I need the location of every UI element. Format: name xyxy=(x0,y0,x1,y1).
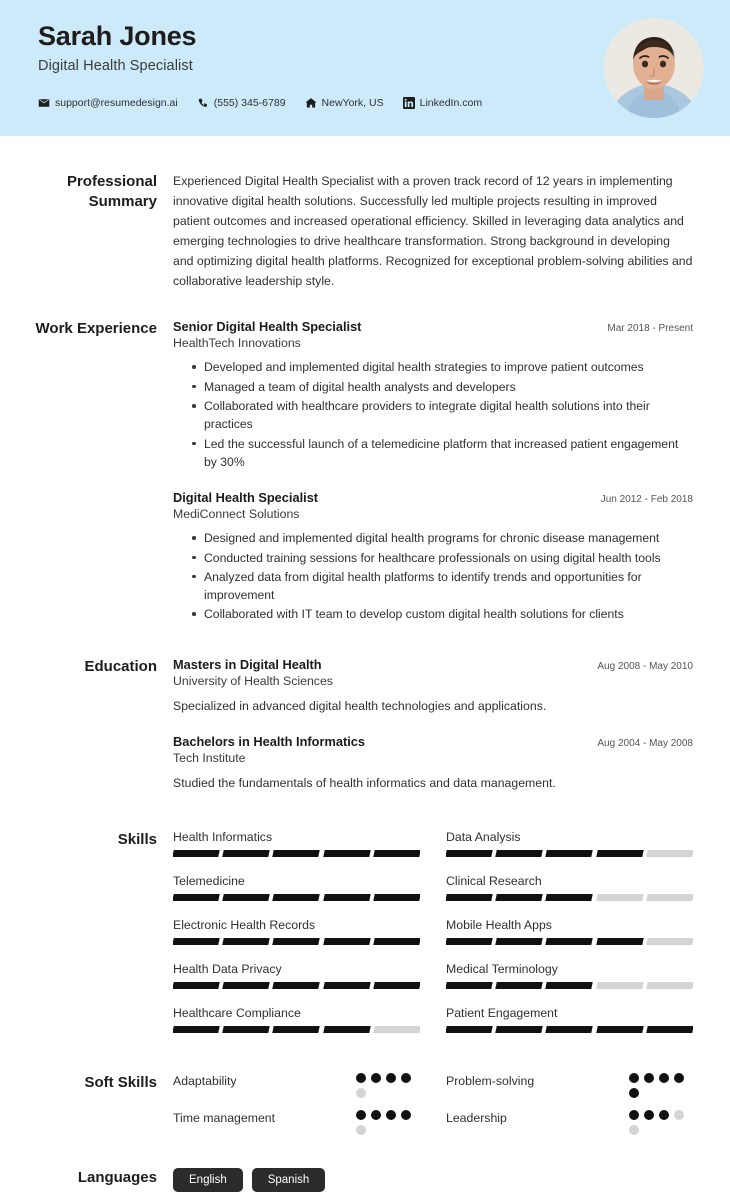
skill-level-segment xyxy=(173,938,220,945)
skill-level-segment xyxy=(446,894,493,901)
skill-name: Clinical Research xyxy=(446,873,542,888)
skill-level-segment xyxy=(596,938,644,945)
skill-level-segment xyxy=(273,894,321,901)
list-item: Conducted training sessions for healthcare professionals on using digital health tools xyxy=(192,549,693,567)
language-pill: Spanish xyxy=(252,1168,326,1192)
skill-level-segment xyxy=(373,850,420,857)
skill-name: Health Data Privacy xyxy=(173,961,282,976)
skill-level-segment xyxy=(596,982,644,989)
education-date: Aug 2004 - May 2008 xyxy=(597,738,693,750)
skill-name: Data Analysis xyxy=(446,829,521,844)
rating-dot xyxy=(386,1110,396,1120)
skill-level-segment xyxy=(273,1026,321,1033)
skill-level-segment xyxy=(446,938,493,945)
skill-level-segment xyxy=(222,1026,270,1033)
section-label-education: Education xyxy=(84,657,157,675)
list-item: Collaborated with healthcare providers to integrate digital health solutions into their practices xyxy=(192,397,693,434)
skill-level-bar xyxy=(446,894,693,901)
education-school: Tech Institute xyxy=(173,751,246,766)
rating-dot xyxy=(659,1110,669,1120)
skill-level-bar xyxy=(446,982,693,989)
soft-skill-item xyxy=(446,1073,693,1098)
rating-dot xyxy=(644,1073,654,1083)
skill-level-segment xyxy=(222,894,270,901)
skill-level-segment xyxy=(273,850,321,857)
skills-grid xyxy=(173,830,693,1033)
skill-level-segment xyxy=(646,1026,693,1033)
section-label-summary: Professional Summary xyxy=(66,173,157,210)
contact-location[interactable] xyxy=(305,97,384,109)
skill-level-segment xyxy=(495,938,543,945)
rating-dot xyxy=(674,1110,684,1120)
skill-level-segment xyxy=(173,894,220,901)
contact-email-label: support@resumedesign.ai xyxy=(55,97,178,109)
education-school: University of Health Sciences xyxy=(173,673,333,688)
skill-name: Electronic Health Records xyxy=(173,917,316,932)
soft-skill-name: Time management xyxy=(173,1110,276,1125)
education-description: Studied the fundamentals of health informatics and data management. xyxy=(173,776,556,791)
soft-skill-name: Adaptability xyxy=(173,1073,237,1088)
rating-dot xyxy=(371,1073,381,1083)
rating-dot xyxy=(356,1088,366,1098)
skill-level-bar xyxy=(173,894,420,901)
skill-level-segment xyxy=(222,938,270,945)
section-label-soft-skills: Soft Skills xyxy=(84,1073,157,1091)
skill-level-segment xyxy=(323,982,371,989)
skill-level-bar xyxy=(446,850,693,857)
education-entry-head xyxy=(173,734,693,749)
experience-entry-head xyxy=(173,319,693,334)
skill-level-segment xyxy=(173,982,220,989)
rating-dot xyxy=(629,1088,639,1098)
skill-level-bar xyxy=(446,938,693,945)
education-date: Aug 2008 - May 2010 xyxy=(597,660,693,672)
rating-dot xyxy=(386,1073,396,1083)
skill-item xyxy=(446,874,693,901)
experience-job-title: Senior Digital Health Specialist xyxy=(173,319,362,335)
rating-dot xyxy=(401,1110,411,1120)
skill-item xyxy=(446,830,693,857)
contact-location-label: NewYork, US xyxy=(321,97,384,109)
skill-level-segment xyxy=(546,1026,594,1033)
section-languages xyxy=(0,1168,693,1192)
soft-skill-name: Leadership xyxy=(446,1110,507,1125)
skill-level-bar xyxy=(173,850,420,857)
rating-dot xyxy=(629,1125,639,1135)
rating-dot xyxy=(356,1110,366,1120)
skill-level-segment xyxy=(446,982,493,989)
skill-item xyxy=(446,1006,693,1033)
soft-skill-rating xyxy=(356,1110,420,1135)
skill-name: Mobile Health Apps xyxy=(446,917,552,932)
section-work-experience xyxy=(0,319,693,624)
experience-bullets xyxy=(173,358,693,471)
skill-level-segment xyxy=(222,850,270,857)
contact-row xyxy=(38,97,482,109)
section-professional-summary xyxy=(0,172,693,291)
education-entry xyxy=(173,734,693,792)
education-description: Specialized in advanced digital health technologies and applications. xyxy=(173,698,547,713)
skill-level-segment xyxy=(546,982,594,989)
skill-level-segment xyxy=(446,850,493,857)
skill-item xyxy=(173,1006,420,1033)
skill-level-segment xyxy=(323,850,371,857)
contact-phone[interactable] xyxy=(197,97,286,109)
rating-dot xyxy=(674,1073,684,1083)
skill-item xyxy=(173,830,420,857)
rating-dot xyxy=(644,1110,654,1120)
resume-body xyxy=(0,172,730,1192)
resume-header xyxy=(0,0,730,136)
soft-skill-item xyxy=(446,1110,693,1135)
rating-dot xyxy=(356,1073,366,1083)
rating-dot xyxy=(371,1110,381,1120)
rating-dot xyxy=(401,1073,411,1083)
experience-bullets xyxy=(173,529,693,623)
soft-skill-item xyxy=(173,1073,420,1098)
skill-level-segment xyxy=(446,1026,493,1033)
experience-date: Jun 2012 - Feb 2018 xyxy=(600,494,693,506)
experience-entry xyxy=(173,319,693,471)
skill-level-segment xyxy=(173,850,220,857)
skill-level-segment xyxy=(495,1026,543,1033)
skill-level-segment xyxy=(173,1026,220,1033)
skill-level-bar xyxy=(173,982,420,989)
contact-linkedin[interactable] xyxy=(403,97,482,109)
home-icon xyxy=(305,97,317,109)
languages-row xyxy=(173,1168,693,1192)
skill-level-segment xyxy=(273,982,321,989)
skill-level-bar xyxy=(173,938,420,945)
envelope-icon xyxy=(38,97,50,109)
soft-skill-rating xyxy=(356,1073,420,1098)
education-entry-head xyxy=(173,657,693,672)
contact-email[interactable] xyxy=(38,97,178,109)
skill-level-segment xyxy=(646,938,693,945)
avatar-photo xyxy=(604,18,704,118)
skill-name: Healthcare Compliance xyxy=(173,1005,301,1020)
skill-level-bar xyxy=(446,1026,693,1033)
skill-level-bar xyxy=(173,1026,420,1033)
education-entry xyxy=(173,657,693,715)
skill-level-segment xyxy=(323,1026,371,1033)
skills-body xyxy=(157,830,693,1033)
experience-company: HealthTech Innovations xyxy=(173,336,301,351)
skill-level-segment xyxy=(646,894,693,901)
experience-body xyxy=(157,319,693,624)
experience-company: MediConnect Solutions xyxy=(173,507,300,522)
skill-level-segment xyxy=(646,850,693,857)
page-title: Sarah Jones xyxy=(38,21,197,51)
skill-level-segment xyxy=(273,938,321,945)
list-item: Developed and implemented digital health strategies to improve patient outcomes xyxy=(192,358,693,376)
section-skills xyxy=(0,830,693,1033)
skill-name: Health Informatics xyxy=(173,829,273,844)
rating-dot xyxy=(659,1073,669,1083)
list-item: Analyzed data from digital health platforms to identify trends and opportunities for improvement xyxy=(192,568,693,605)
skill-name: Medical Terminology xyxy=(446,961,558,976)
summary-body xyxy=(157,172,693,291)
skill-level-segment xyxy=(495,894,543,901)
contact-phone-label: (555) 345-6789 xyxy=(213,97,286,109)
skill-name: Telemedicine xyxy=(173,873,245,888)
skill-item xyxy=(446,918,693,945)
skill-level-segment xyxy=(646,982,693,989)
phone-icon xyxy=(197,97,209,109)
rating-dot xyxy=(629,1073,639,1083)
skill-level-segment xyxy=(495,850,543,857)
soft-skill-item xyxy=(173,1110,420,1135)
skill-level-segment xyxy=(323,938,371,945)
contact-linkedin-label: LinkedIn.com xyxy=(419,97,483,109)
section-soft-skills xyxy=(0,1073,693,1135)
skill-level-segment xyxy=(546,850,594,857)
skill-name: Patient Engagement xyxy=(446,1005,558,1020)
skill-level-segment xyxy=(373,982,420,989)
experience-entry xyxy=(173,490,693,623)
skill-level-segment xyxy=(373,938,420,945)
skill-item xyxy=(173,918,420,945)
section-label-experience: Work Experience xyxy=(35,320,157,338)
education-body xyxy=(157,657,693,793)
experience-entry-head xyxy=(173,490,693,505)
section-education xyxy=(0,657,693,793)
soft-skill-rating xyxy=(629,1073,693,1098)
summary-text: Experienced Digital Health Specialist with a proven track record of 12 years in implementing innovative digital health solutions. Successfully led multiple projects resulting in improved patient outcomes and increased operational efficiency. Skilled in leveraging data analytics and emerging technologies to drive healthcare transformation. Strong background in developing and optimizing digital health platforms. Recognized for exceptional problem-solving abilities and collaborative leadership style. xyxy=(173,174,693,288)
skill-level-segment xyxy=(495,982,543,989)
skill-level-segment xyxy=(373,1026,420,1033)
soft-skills-body xyxy=(157,1073,693,1135)
experience-job-title: Digital Health Specialist xyxy=(173,490,319,506)
soft-skill-rating xyxy=(629,1110,693,1135)
list-item: Managed a team of digital health analysts and developers xyxy=(192,378,693,396)
skill-level-segment xyxy=(546,938,594,945)
language-pill: English xyxy=(173,1168,243,1192)
list-item: Collaborated with IT team to develop custom digital health solutions for clients xyxy=(192,605,693,623)
skill-level-segment xyxy=(222,982,270,989)
job-title: Digital Health Specialist xyxy=(38,58,193,75)
skill-item xyxy=(173,962,420,989)
skill-level-segment xyxy=(596,1026,644,1033)
skill-level-segment xyxy=(596,894,644,901)
skill-level-segment xyxy=(323,894,371,901)
skill-item xyxy=(446,962,693,989)
rating-dot xyxy=(356,1125,366,1135)
linkedin-icon xyxy=(403,97,415,109)
skill-level-segment xyxy=(546,894,594,901)
skill-item xyxy=(173,874,420,901)
list-item: Led the successful launch of a telemedicine platform that increased patient engagement by 30% xyxy=(192,435,693,472)
soft-skills-grid xyxy=(173,1073,693,1135)
skill-level-segment xyxy=(373,894,420,901)
experience-date: Mar 2018 - Present xyxy=(607,323,693,335)
skill-level-segment xyxy=(596,850,644,857)
soft-skill-name: Problem-solving xyxy=(446,1073,535,1088)
list-item: Designed and implemented digital health programs for chronic disease management xyxy=(192,529,693,547)
avatar xyxy=(604,18,704,118)
section-label-skills: Skills xyxy=(117,830,157,848)
education-degree: Masters in Digital Health xyxy=(173,656,322,672)
rating-dot xyxy=(629,1110,639,1120)
section-label-languages: Languages xyxy=(77,1168,157,1186)
education-degree: Bachelors in Health Informatics xyxy=(173,734,366,750)
languages-body xyxy=(157,1168,693,1192)
